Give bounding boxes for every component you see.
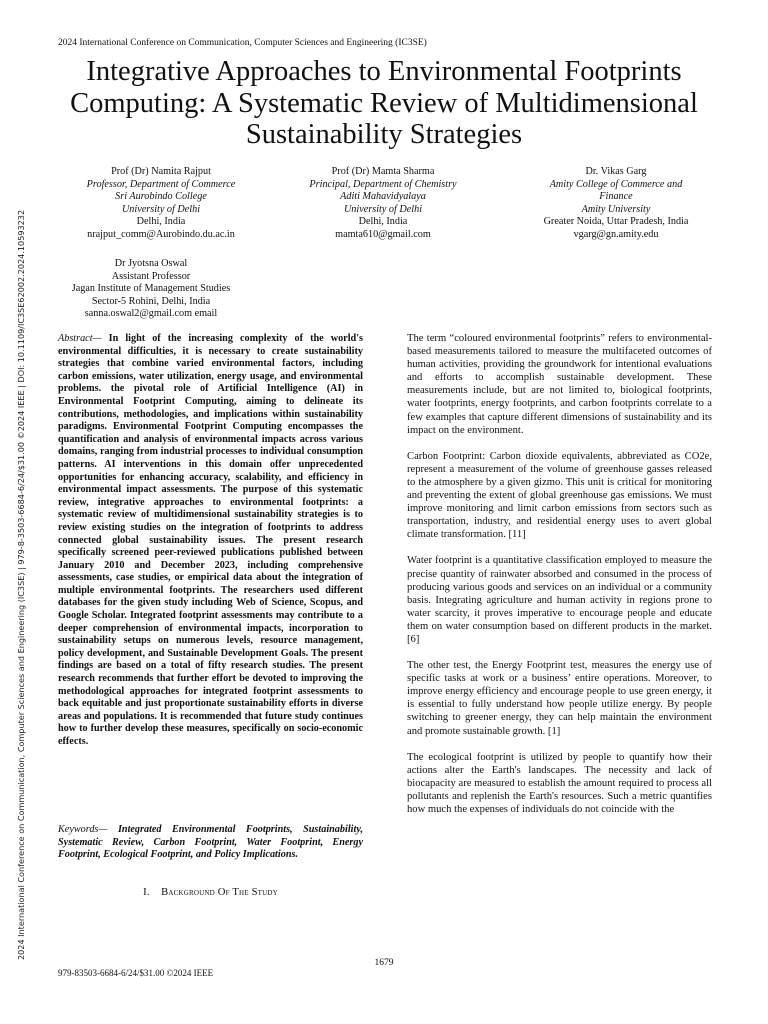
section-title: Background Of The Study — [161, 887, 278, 898]
abstract-text: In light of the increasing complexity of the world's environmental difficulties, it is necessary to create sustainability strategies that combine varied environmental factors, including carbon emissions, water utilization, energy usage, and environmental problems. the pivotal role of Artificial Intelligence (AI) in Environmental Footprint Computing, aiming to delineate its contributions, methodologies, and implications within sustainability paradigms. Environmental Footprint Computing encompasses the quantification and analysis of environmental impacts across various domains, ranging from industrial processes to individual consumption patterns. AI interventions in this domain offer unprecedented opportunities for enhancing accuracy, scalability, and efficiency in environmental impact assessments. The purpose of this systematic review, integrative approaches to environmental footprints: a systematic review of multidimensional sustainability strategies is to review existing studies on the integration of footprints to address connected global sustainability issues. The present research specifically screened peer-reviewed publications published between January 2010 and December 2023, including comprehensive assessments, case studies, or empirical data about the integration of multiple environmental footprints. The researchers used different databases for the given study including Web of Science, Scopus, and Google Scholar. Integrated footprint assessments may contribute to a deeper comprehension of environmental impacts, incorporation to sustainability setups on numerous levels, resource management, policy development, and Sustainable Development Goals. The present findings are based on a total of fifty research studies. The present research recommends that further effort be devoted to improving the methodological approaches for integrated footprint assessments to back equitable and just proportionate sustainability efforts in diverse areas and populations. It is recommended that future study continues how to further develop these measures, specifically on socio-economic effects. — [58, 333, 363, 747]
abstract — [58, 333, 363, 749]
author-affiliation: Principal, Department of Chemistry — [309, 178, 457, 190]
author-affiliation: Sri Aurobindo College — [115, 191, 207, 203]
author-location: Delhi, India — [358, 216, 408, 228]
author-location: Delhi, India — [136, 216, 186, 228]
author-affiliation: Assistant Professor — [111, 270, 191, 282]
author-1 — [58, 166, 264, 242]
author-affiliation: Sector-5 Rohini, Delhi, India — [91, 295, 211, 307]
doi-sidebar-text: 2024 International Conference on Communication, Computer Sciences and Engineering (IC3SE) | 979-8-3503-6684-6/24/$31.00 ©2024 IEEE | DOI: 10.1109/IC3SE62002.2024.10593232 — [16, 209, 26, 960]
author-affiliation: Amity University — [581, 203, 651, 215]
body-paragraph: The other test, the Energy Footprint test, measures the energy use of specific tasks at work or a business’ entire operations. Moreover, to improve energy efficiency and encourage people to use green energy, it is essential to fully understand how people utilize energy. By people switching to greener energy, they can help maintain the environment and promote sustainable growth. [1] — [407, 660, 712, 737]
author-affiliation: Amity College of Commerce and — [549, 178, 683, 190]
author-name: Prof (Dr) Mamta Sharma — [331, 166, 435, 177]
author-name: Dr. Vikas Garg — [585, 166, 647, 177]
author-affiliation: University of Delhi — [121, 203, 201, 215]
section-heading — [58, 887, 363, 898]
body-paragraph: Water footprint is a quantitative classification employed to measure the precise quantity of rainwater absorbed and consumed in the process of producing various goods and services on an individual or a community basis. Integrating agriculture and human activity in regions prone to water scarcity, it proves imperative to encourage people and educate them on water consumption based on different products in the market. [6] — [407, 555, 712, 645]
author-name: Dr Jyotsna Oswal — [114, 258, 188, 269]
page-number: 1679 — [374, 958, 394, 968]
abstract-label: Abstract— — [58, 333, 102, 344]
author-3 — [510, 166, 722, 242]
author-name: Prof (Dr) Namita Rajput — [111, 166, 211, 177]
author-affiliation: Professor, Department of Commerce — [86, 178, 236, 190]
footer-copyright: 979-83503-6684-6/24/$31.00 ©2024 IEEE — [58, 968, 214, 978]
author-email: vgarg@gn.amity.edu — [573, 228, 659, 240]
author-affiliation: Finance — [599, 191, 633, 203]
body-paragraph: Carbon Footprint: Carbon dioxide equivalents, abbreviated as CO2e, represent a measurement of the volume of greenhouse gasses released to the atmosphere by a given gizmo. This unit is critical for monitoring and preventing the extent of global greenhouse gas emissions. We must improve monitoring and limit carbon emissions from sectors such as transportation, industry, and residential energy uses to avert global climate transformation. [11] — [407, 450, 712, 541]
author-email: sanna.oswal2@gmail.com email — [84, 308, 218, 320]
author-2 — [283, 166, 483, 242]
author-email: mamta610@gmail.com — [335, 228, 431, 240]
author-affiliation: Jagan Institute of Management Studies — [71, 283, 231, 295]
body-paragraph: The ecological footprint is utilized by people to quantify how their actions alter the Earth's landscapes. The necessity and lack of biocapacity are measured to establish the amount required to process all pollutants and replenish the Earth's resources. Such a metric quantifies how much the expenses of individuals do not coincide with the — [407, 751, 712, 815]
doi-sidebar — [14, 209, 28, 960]
author-email: nrajput_comm@Aurobindo.du.ac.in — [87, 228, 235, 240]
keywords — [58, 824, 363, 862]
body-right-column — [407, 332, 712, 829]
conference-name: 2024 International Conference on Communication, Computer Sciences and Engineering (IC3SE) — [58, 38, 427, 48]
author-affiliation: University of Delhi — [343, 203, 423, 215]
paper-title: Integrative Approaches to Environmental Footprints Computing: A Systematic Review of Multidimensional Sustainability Strategies — [70, 56, 698, 150]
keywords-label: Keywords— — [58, 824, 108, 835]
section-number: I. — [143, 887, 150, 898]
author-affiliation: Aditi Mahavidyalaya — [340, 191, 426, 203]
author-location: Greater Noida, Uttar Pradesh, India — [543, 216, 689, 228]
keywords-text: Integrated Environmental Footprints, Sustainability, Systematic Review, Carbon Footprint, Water Footprint, Energy Footprint, Ecological Footprint, and Policy Implications. — [58, 824, 364, 861]
body-paragraph: The term “coloured environmental footprints” refers to environmental-based measurements tailored to measure the multifaceted outcomes of human activities, providing the groundwork for intentional evaluations and efforts to accomplish sustainable development. These measurements include, but are not limited to, biological footprints, water footprints, energy footprints, and carbon footprints correlate to a few examples that capture different dimensions of sustainability and its impact on the environment. — [407, 333, 712, 436]
author-4 — [48, 258, 254, 321]
